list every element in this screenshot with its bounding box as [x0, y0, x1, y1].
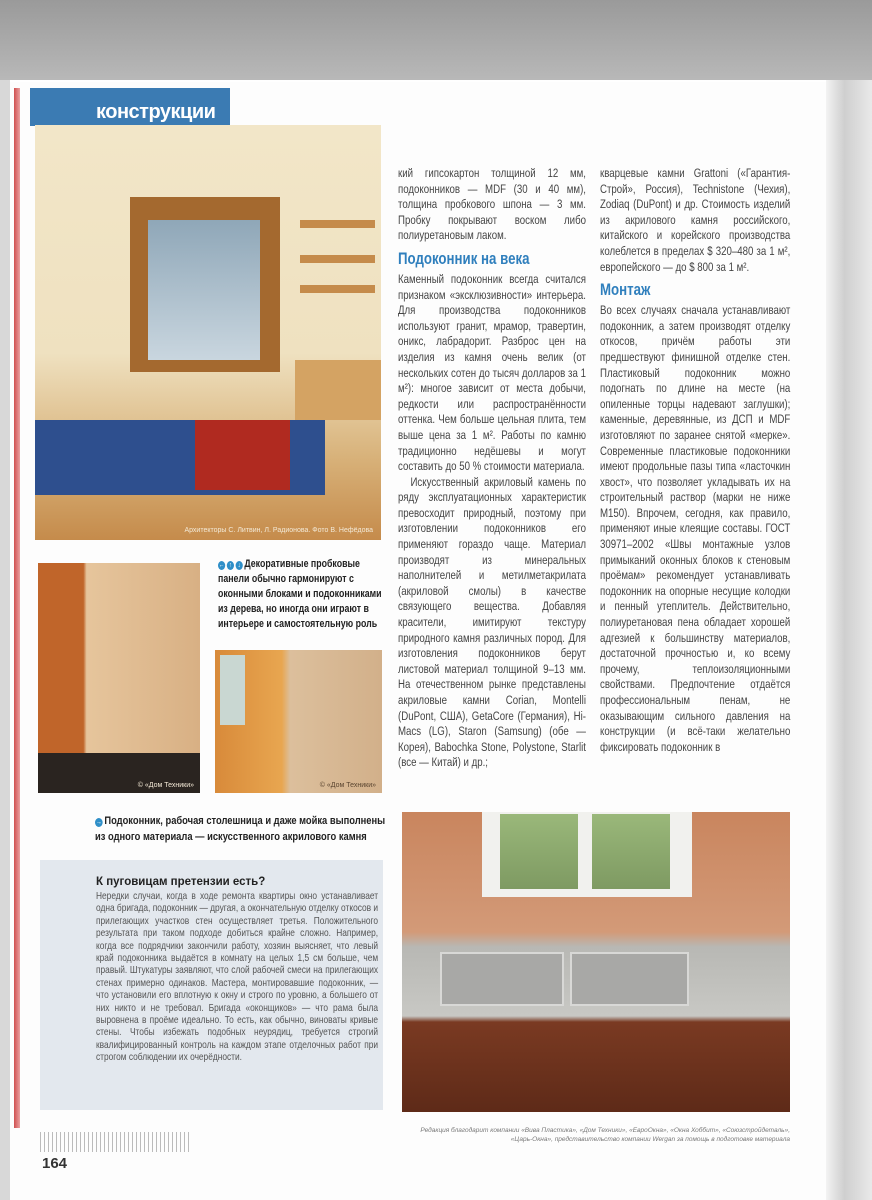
caption-text: Подоконник, рабочая столешница и даже мойка выполнены из одного материала — искусственного акрилового камня: [95, 815, 386, 843]
paragraph: кварцевые камни Grattoni («Гарантия-Строй», Россия), Technistone (Чехия), Zodiaq (DuPont) и др. Стоимость изделий из акрилового камня российского, китайского и корейского производства колеблется в пределах $ 320–480 за 1 м², европейского — до $ 800 за 1 м².: [600, 166, 791, 274]
scan-border-top: [0, 0, 872, 80]
sidebar-text-box: [96, 891, 378, 1065]
subheading: Монтаж: [600, 280, 651, 300]
paragraph: кий гипсокартон толщиной 12 мм, подоконников — MDF (30 и 40 мм), толщина пробкового шпона — 3 мм. Пробку покрывают воском либо полиуретановым лаком.: [398, 166, 586, 243]
photo-bedroom-window: [35, 125, 381, 540]
photo-cork-window-sill: [215, 650, 382, 793]
arrow-left-icon: ←: [218, 562, 225, 569]
arrow-up-icon: ↑: [227, 561, 234, 570]
section-title: конструкции: [96, 101, 216, 123]
photo-credit: © «Дом Техники»: [319, 782, 376, 789]
arrow-right-icon: →: [95, 819, 102, 826]
caption-text: Декоративные пробковые панели обычно гармонируют с оконными блоками и подоконниками из дерева, но иногда они играют в интерьере и самостоятельную роль: [218, 558, 382, 630]
text-column-3: [600, 166, 790, 796]
paragraph: Во всех случаях сначала устанавливают подоконник, а затем производят отделку откосов, причём работы эти предшествуют финишной отделке стен. Пластиковый подоконник можно подогнать по длине на месте (на опиленные торцы надевают заглушки); каменные, деревянные, из ДСП и MDF изготовляют по заранее снятой «мерке». Современные пластиковые подоконники имеют продольные пазы типа «ласточкин хвост», что позволяет укладывать их на строительный раствор (марки не ниже M150). Впрочем, сегодня, как правило, применяют иные клеящие составы. ГОСТ 30971–2002 «Швы монтажные узлов примыканий оконных блоков к стеновым проёмам» рекомендует устанавливать подоконник на опорные несущие колодки и пенный утеплитель. Действительно, полиуретановая пена обладает хорошей адгезией к большинству материалов, достаточной прочностью и, ко всему прочему, теплоизоляционными свойствами. Предпочтение отдаётся профессиональным пенам, не оказывающим сильного давления на конструкции (и всё-таки желательно фиксировать подоконник в: [600, 303, 791, 754]
caption-cork: [218, 557, 393, 632]
decorative-bar-pattern: [40, 1132, 190, 1152]
paragraph: Каменный подоконник всегда считался признаком «эксклюзивности» интерьера. Для производства подоконников используют гранит, мрамор, травертин, оникс, лабрадорит. Разброс цен на изделия из камня очень велик (от нескольких сотен до тысяч долларов за 1 м²): многое зависит от места добычи, редкости или распространённости оттенка. Чем больше цельная плита, тем выше цена за 1 м². Работы по камню традиционно недёшевы и могут составить до 50 % стоимости материала.: [398, 271, 586, 474]
page-fold-shadow: [826, 80, 872, 1200]
acknowledgement-credit: Редакция благодарит компании «Вива Пластика», «Дом Техники», «ЕвроОкна», «Окна Хоббит», «Союзстройдеталь», «Царь-Окна», представительство компании Wergan за помощь в подготовке материала: [420, 1127, 790, 1143]
photo-cork-panel: [38, 563, 200, 793]
arrow-down-icon: ↓: [236, 561, 243, 570]
sidebar-title: К пуговицам претензии есть?: [96, 876, 266, 888]
page-edge-stripe: [14, 88, 20, 1128]
text-column-2: [398, 166, 586, 796]
scan-border-left: [0, 80, 10, 1200]
sidebar-text: Нередки случаи, когда в ходе ремонта квартиры окно устанавливает одна бригада, подоконник — другая, а окончательную отделку откосов и прилегающих участков стен осуществляет третья. Положительного результата при таком подходе добиться крайне сложно. Например, когда все подрядчики закончили работу, хозяин выясняет, что левый край подоконника выдаётся в комнату на целых 1,5 см больше, чем правый. Штукатуры заявляют, что слой рабочей смеси на прилегающих стенах примерно одинаков. Мастера, монтировавшие подоконник, — что установили его вплотную к окну и строго по уровню, а большего от них никто и не требовал. Бригада «оконщиков» — что рама была выровнена в проёме идеально. То есть, как обычно, виноваты кривые стены. Чтобы избежать подобных неурядиц, требуется строгий квалифицированный контроль на каждом этапе отделочных работ при строгом соблюдении их очерёдности.: [96, 891, 379, 1064]
page-number: 164: [42, 1155, 68, 1172]
photo-kitchen-acrylic-sill: [402, 812, 790, 1112]
paragraph: Искусственный акриловый камень по ряду эксплуатационных характеристик превосходит природный, поэтому при изготовлении подоконников его применяют гораздо чаще. Материал производят из минеральных наполнителей и метилметакрилата (акриловой смолы) в качестве связующего вещества. Добавляя красители, имитируют текстуру природного камня различных пород. Для изготовления подоконников берут листовой материал толщиной 9–13 мм. На отечественном рынке представлены акриловые камни Corian, Montelli (DuPont, США), GetaCore (Германия), Hi-Macs (LG), Staron (Samsung) (обе — Корея), Babochka Stone, Polystone, Starlit (все — Китай) и др.;: [398, 474, 586, 770]
photo-credit: Архитекторы С. Литвин, Л. Радионова. Фото В. Нефёдова: [184, 527, 373, 534]
photo-credit: © «Дом Техники»: [137, 782, 194, 789]
subheading: Подоконник на века: [398, 248, 530, 268]
caption-kitchen: [95, 813, 395, 845]
